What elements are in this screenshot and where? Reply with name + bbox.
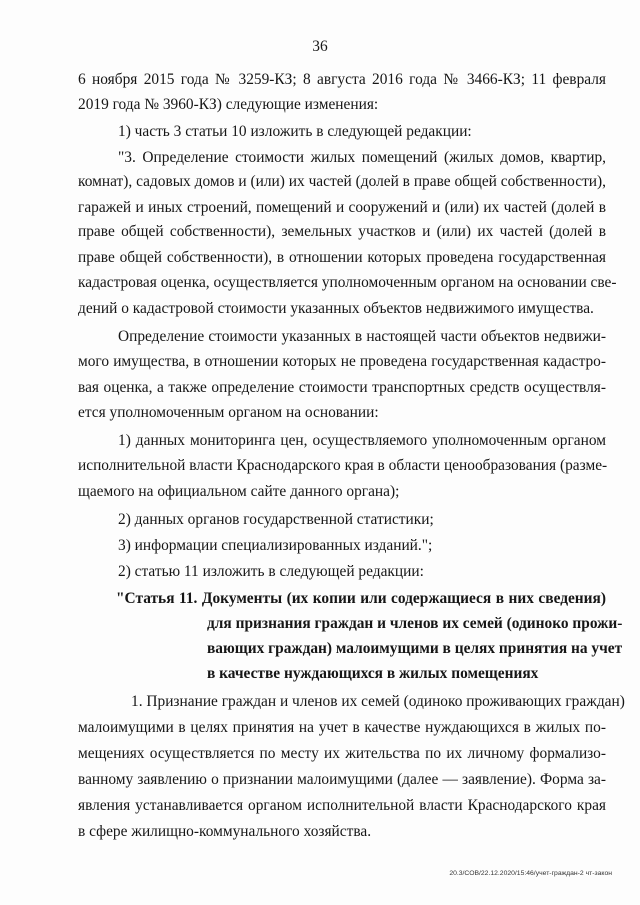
- page-number: 36: [312, 38, 328, 55]
- article-heading: для признания граждан и членов их семей (одиноко прожи-: [207, 615, 623, 632]
- text-line: 2019 года № 3960-КЗ) следующие изменения:: [78, 96, 379, 113]
- article-heading: вающих граждан) малоимущими в целях принятия на учет: [207, 640, 623, 657]
- text-line: явления устанавливается органом исполнительной власти Краснодарского края: [78, 797, 606, 814]
- text-line: праве общей собственности), земельных участков и (или) их частей (долей в: [78, 223, 606, 240]
- text-line: кадастровая оценка, осуществляется уполномоченным органом на основании све-: [78, 274, 617, 291]
- text-line: "3. Определение стоимости жилых помещений (жилых домов, квартир,: [118, 149, 606, 166]
- text-line: 1) часть 3 статьи 10 изложить в следующей редакции:: [118, 123, 472, 140]
- text-line: 2) данных органов государственной статистики;: [118, 511, 434, 528]
- text-line: щаемого на официальном сайте данного органа);: [78, 483, 400, 500]
- text-line: малоимущими в целях принятия на учет в качестве нуждающихся в жилых по-: [78, 719, 606, 736]
- text-line: 6 ноября 2015 года № 3259-КЗ; 8 августа 2016 года № 3466-КЗ; 11 февраля: [78, 71, 606, 88]
- text-line: 2) статью 11 изложить в следующей редакции:: [118, 563, 424, 580]
- text-line: вая оценка, а также определение стоимости транспортных средств осуществля-: [78, 379, 606, 396]
- text-line: исполнительной власти Краснодарского края в области ценообразования (разме-: [78, 457, 608, 474]
- article-heading: "Статья 11. Документы (их копии или содержащиеся в них сведения): [116, 590, 606, 607]
- text-line: мого имущества, в отношении которых не проведена государственная кадастро-: [78, 353, 606, 370]
- text-line: мещениях осуществляется по месту их жительства по их личному формализо-: [78, 745, 606, 762]
- text-line: в сфере жилищно-коммунального хозяйства.: [78, 823, 372, 840]
- text-line: 1) данных мониторинга цен, осуществляемого уполномоченным органом: [118, 432, 606, 449]
- text-line: 3) информации специализированных изданий.";: [118, 537, 433, 554]
- text-line: ванному заявлению о признании малоимущими (далее — заявление). Форма за-: [78, 771, 606, 788]
- text-line: дений о кадастровой стоимости указанных объектов недвижимого имущества.: [78, 300, 594, 317]
- text-line: ется уполномоченным органом на основании:: [78, 404, 379, 421]
- text-line: праве общей собственности), в отношении которых проведена государственная: [78, 249, 606, 266]
- text-line: комнат), садовых домов и (или) их частей (долей в праве общей собственности),: [78, 173, 606, 190]
- article-heading: в качестве нуждающихся в жилых помещениях: [207, 665, 539, 682]
- text-line: гаражей и иных строений, помещений и сооружений и (или) их частей (долей в: [78, 199, 606, 216]
- text-line: 1. Признание граждан и членов их семей (одиноко проживающих граждан): [131, 693, 625, 710]
- document-footer-code: 20.3/СОВ/22.12.2020/15:46/учет-граждан-2 чт-закон: [449, 870, 612, 877]
- text-line: Определение стоимости указанных в настоящей части объектов недвижи-: [118, 328, 606, 345]
